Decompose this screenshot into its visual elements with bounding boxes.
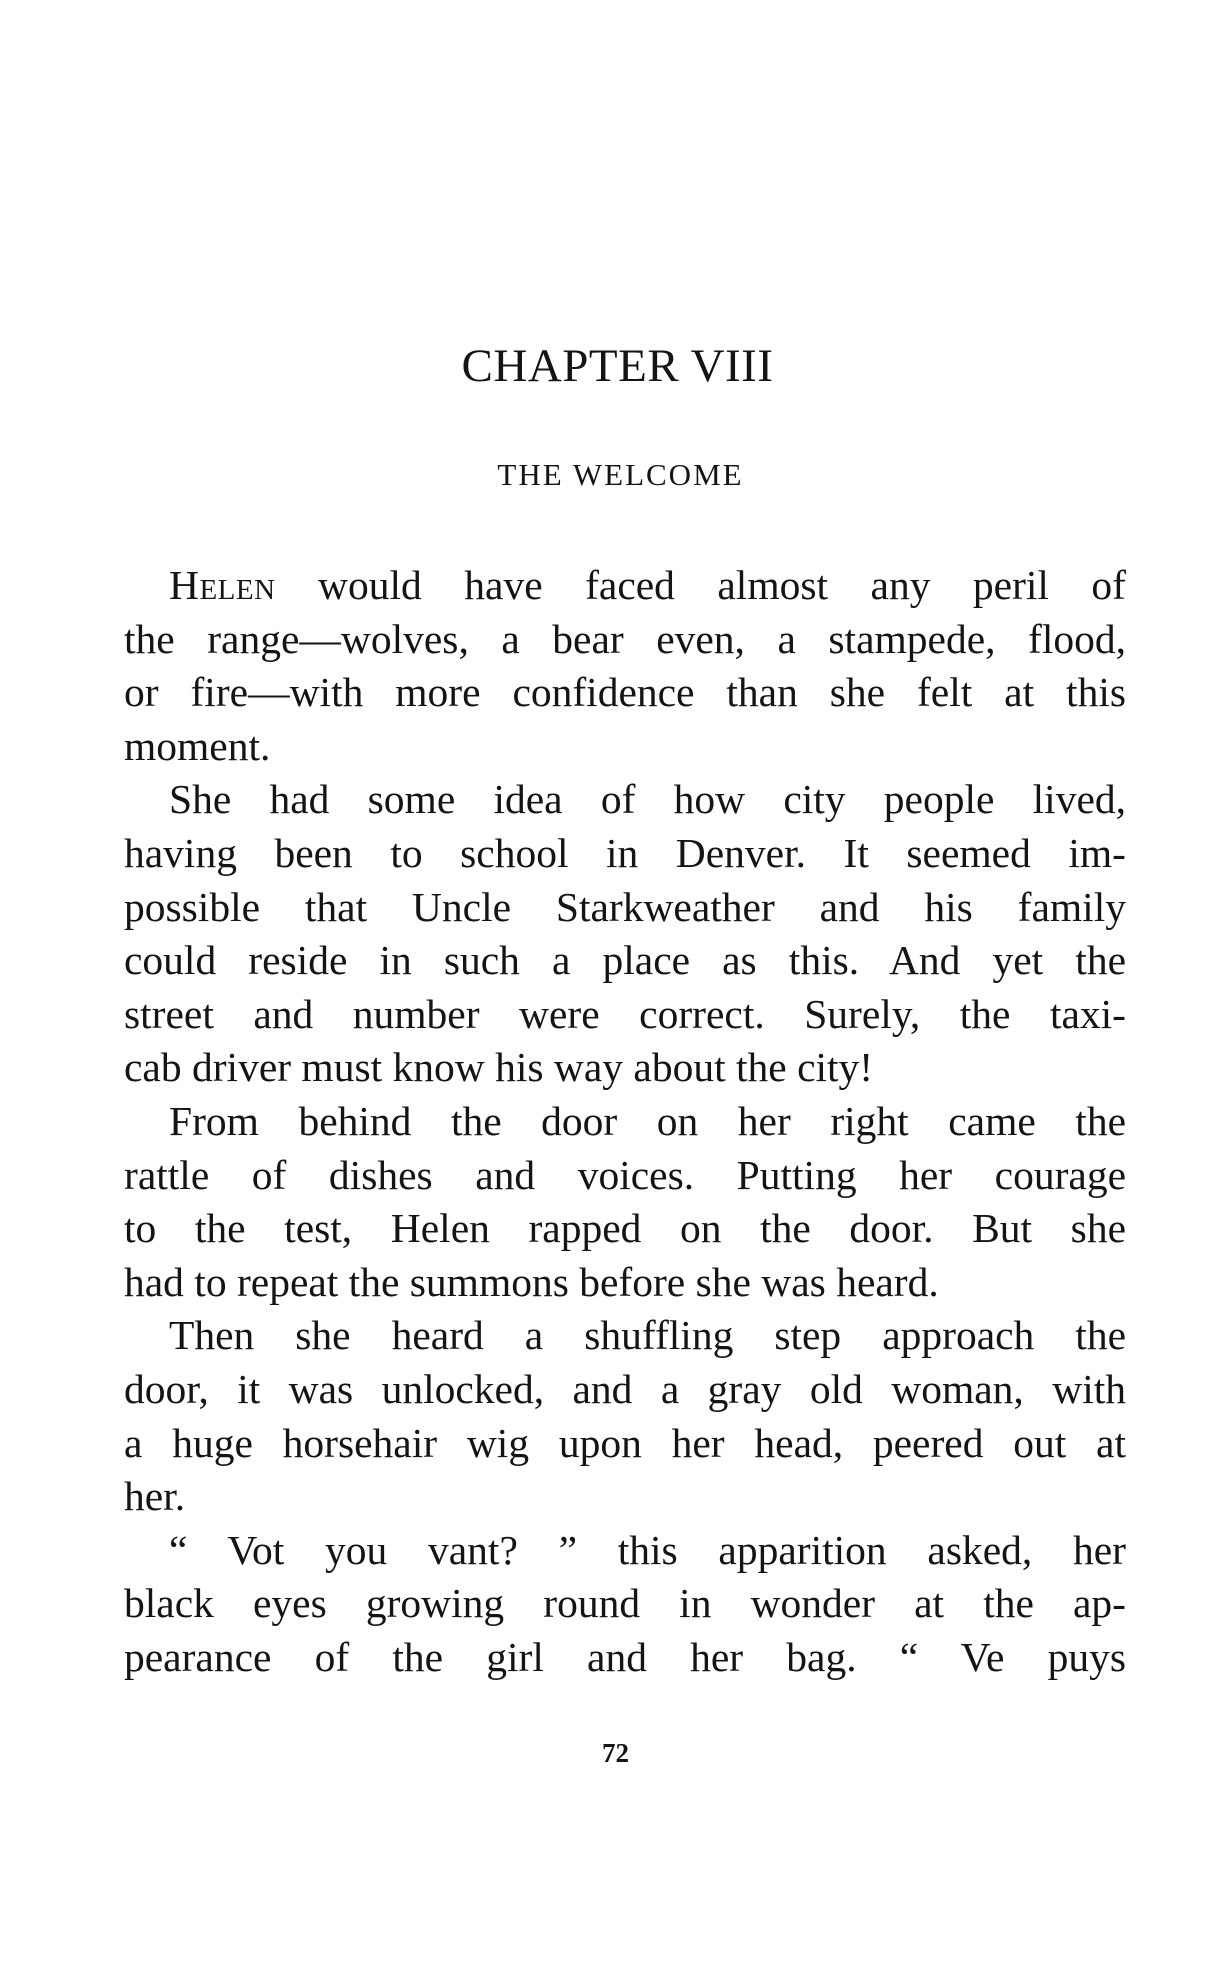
text-line: possible that Uncle Starkweather and his family: [124, 883, 1126, 930]
text-line: the range—wolves, a bear even, a stampede, flood,: [124, 615, 1126, 662]
text-line: rattle of dishes and voices. Putting her courage: [124, 1151, 1126, 1198]
text-line: She had some idea of how city people lived,: [169, 776, 1126, 823]
text-line: door, it was unlocked, and a gray old woman, with: [124, 1365, 1126, 1412]
text-line: or fire—with more confidence than she felt at this: [124, 669, 1126, 716]
text-line: Then she heard a shuffling step approach the: [169, 1312, 1126, 1359]
text-line: having been to school in Denver. It seemed im-: [124, 829, 1126, 876]
text-line: a huge horsehair wig upon her head, peered out at: [124, 1419, 1126, 1466]
text-line: [124, 559, 1126, 613]
text-line: had to repeat the summons before she was heard.: [124, 1258, 939, 1305]
chapter-body: [124, 559, 1126, 1684]
chapter-subtitle: THE WELCOME: [497, 457, 744, 492]
text-line: to the test, Helen rapped on the door. But she: [124, 1205, 1126, 1252]
text-line-content: would have faced almost any peril of: [318, 562, 1127, 608]
text-line: cab driver must know his way about the city!: [124, 1044, 874, 1091]
text-line: moment.: [124, 722, 271, 769]
text-line: pearance of the girl and her bag. “ Ve puys: [124, 1633, 1126, 1680]
text-line: could reside in such a place as this. And yet the: [124, 937, 1126, 984]
text-line: black eyes growing round in wonder at the ap-: [124, 1580, 1126, 1627]
text-line: street and number were correct. Surely, the taxi-: [124, 990, 1126, 1037]
text-line: “ Vot you vant? ” this apparition asked, her: [169, 1526, 1126, 1573]
chapter-title: CHAPTER VIII: [461, 340, 774, 392]
opening-word: Helen: [169, 562, 276, 608]
text-line: From behind the door on her right came the: [169, 1097, 1126, 1144]
page-number: 72: [602, 1738, 629, 1768]
text-line: her.: [124, 1473, 186, 1520]
